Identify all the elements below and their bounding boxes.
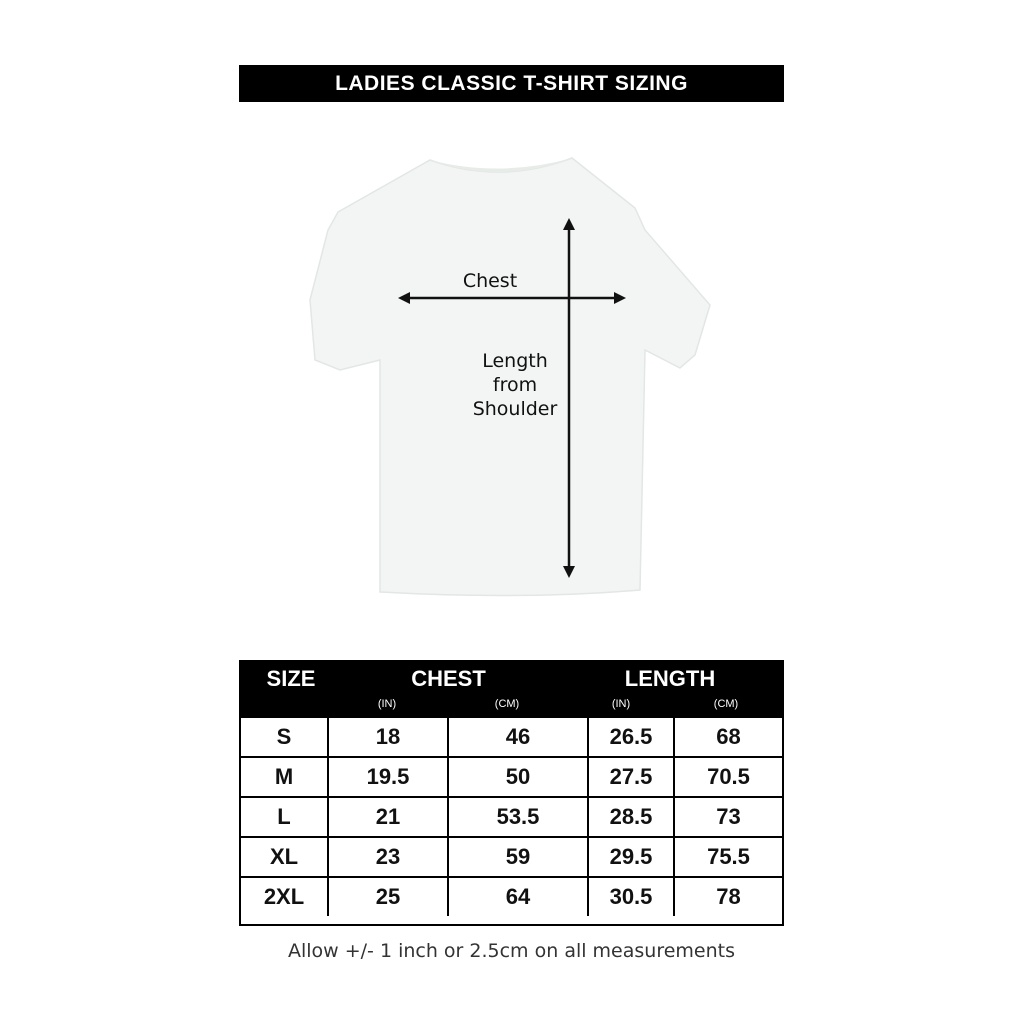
size-table-header (241, 662, 782, 716)
size-table (239, 660, 784, 926)
length-in-cell: 27.5 (587, 758, 673, 796)
size-cell: S (276, 724, 292, 749)
length-label-line: from (492, 374, 538, 396)
length-cm-cell: 78 (673, 878, 782, 916)
table-row (241, 716, 782, 756)
length-cm-cell: 75.5 (673, 838, 782, 876)
length-cm-subheader: (CM) (713, 698, 739, 710)
length-in-subheader: (IN) (611, 698, 631, 710)
chest-label: Chest (462, 270, 518, 292)
chest-in-cell: 18 (327, 718, 447, 756)
chest-in-cell: 23 (327, 838, 447, 876)
length-cm-cell: 73 (673, 798, 782, 836)
chest-in-subheader: (IN) (377, 698, 397, 710)
length-cm-cell: 70.5 (673, 758, 782, 796)
table-row (241, 836, 782, 876)
table-row (241, 756, 782, 796)
length-in-cell: 26.5 (587, 718, 673, 756)
size-header: SIZE (266, 666, 316, 691)
size-cell: XL (269, 844, 299, 869)
table-row (241, 876, 782, 916)
chest-cm-cell: 46 (447, 718, 587, 756)
size-cell: M (274, 764, 294, 789)
length-label-line: Length (482, 350, 548, 372)
chest-cm-cell: 64 (447, 878, 587, 916)
chest-cm-subheader: (CM) (494, 698, 520, 710)
size-cell: 2XL (263, 884, 305, 909)
chest-in-cell: 25 (327, 878, 447, 916)
size-cell: L (277, 804, 291, 829)
length-label-line: Shoulder (472, 398, 558, 420)
measurement-tolerance-note: Allow +/- 1 inch or 2.5cm on all measurements (287, 940, 736, 962)
length-header: LENGTH (624, 666, 716, 691)
table-row (241, 796, 782, 836)
chest-cm-cell: 53.5 (447, 798, 587, 836)
chest-in-cell: 21 (327, 798, 447, 836)
chest-cm-cell: 50 (447, 758, 587, 796)
length-in-cell: 29.5 (587, 838, 673, 876)
length-cm-cell: 68 (673, 718, 782, 756)
chest-header: CHEST (411, 666, 486, 691)
length-in-cell: 28.5 (587, 798, 673, 836)
page-title: LADIES CLASSIC T-SHIRT SIZING (239, 65, 784, 102)
length-in-cell: 30.5 (587, 878, 673, 916)
length-label (455, 349, 575, 421)
chest-in-cell: 19.5 (327, 758, 447, 796)
chest-cm-cell: 59 (447, 838, 587, 876)
